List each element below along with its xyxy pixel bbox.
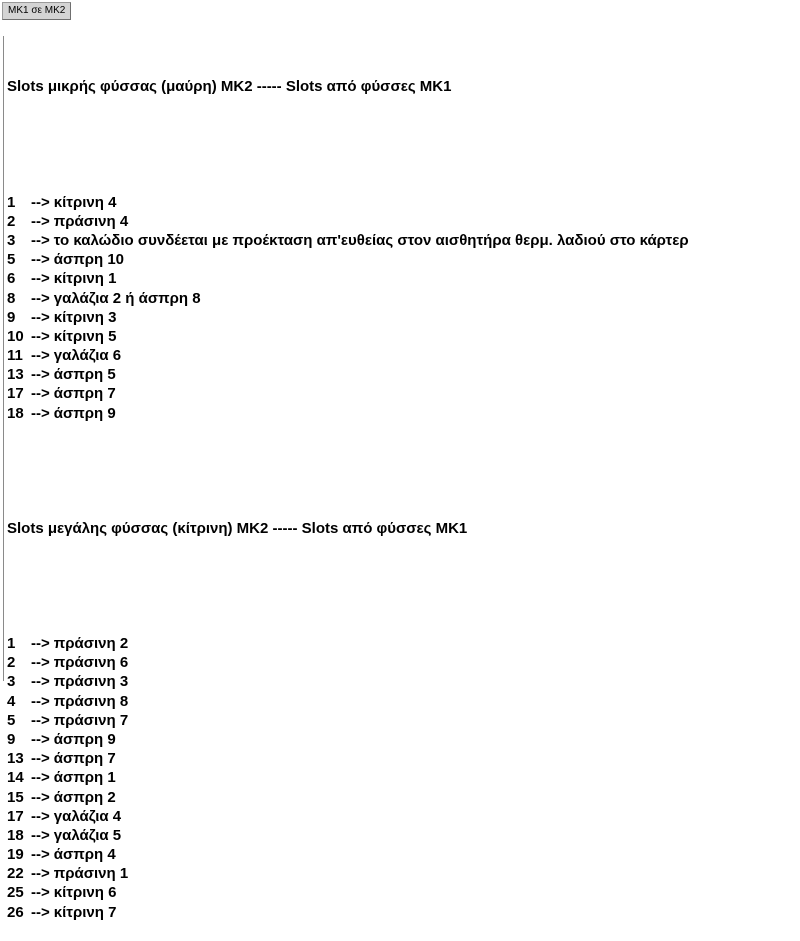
arrow-icon: --> bbox=[31, 865, 50, 883]
mk1-source-slot: πράσινη 2 bbox=[53, 635, 129, 653]
slot-number: 22 bbox=[7, 865, 24, 883]
arrow-icon: --> bbox=[31, 212, 50, 230]
slot-number: 17 bbox=[7, 385, 24, 403]
arrow-icon: --> bbox=[31, 730, 50, 748]
mk1-source-slot: άσπρη 4 bbox=[53, 846, 116, 864]
mk1-source-slot: κίτρινη 6 bbox=[53, 884, 117, 902]
mapping-row bbox=[7, 730, 689, 749]
mapping-row bbox=[7, 231, 689, 250]
slot-number: 13 bbox=[7, 750, 24, 768]
slot-number: 18 bbox=[7, 404, 24, 422]
mk1-source-slot: άσπρη 7 bbox=[53, 385, 116, 403]
arrow-icon: --> bbox=[31, 769, 50, 787]
mapping-row bbox=[7, 883, 689, 902]
arrow-icon: --> bbox=[31, 846, 50, 864]
document-body bbox=[7, 39, 689, 941]
slot-number: 9 bbox=[7, 308, 16, 326]
mapping-row bbox=[7, 864, 689, 883]
mapping-list-small-sheet bbox=[7, 193, 689, 423]
slot-number: 2 bbox=[7, 212, 16, 230]
arrow-icon: --> bbox=[31, 231, 50, 249]
mapping-row bbox=[7, 193, 689, 212]
mapping-row bbox=[7, 327, 689, 346]
mapping-row bbox=[7, 404, 689, 423]
mapping-row bbox=[7, 903, 689, 922]
section-heading-small-sheet: Slots μικρής φύσσας (μαύρη) MK2 ----- Slots από φύσσες MK1 bbox=[7, 78, 452, 96]
section-heading-large-sheet: Slots μεγάλης φύσσας (κίτρινη) MK2 ----- Slots από φύσσες MK1 bbox=[7, 519, 468, 537]
arrow-icon: --> bbox=[31, 788, 50, 806]
mk1-source-slot: γαλάζια 4 bbox=[53, 807, 122, 825]
arrow-icon: --> bbox=[31, 327, 50, 345]
mapping-row bbox=[7, 653, 689, 672]
arrow-icon: --> bbox=[31, 308, 50, 326]
arrow-icon: --> bbox=[31, 750, 50, 768]
mk1-source-slot: πράσινη 3 bbox=[53, 673, 129, 691]
mk1-source-slot: γαλάζια 5 bbox=[53, 826, 122, 844]
mapping-row bbox=[7, 807, 689, 826]
arrow-icon: --> bbox=[31, 826, 50, 844]
mk1-source-slot: κίτρινη 3 bbox=[53, 308, 117, 326]
mk1-source-slot: άσπρη 9 bbox=[53, 730, 116, 748]
slot-number: 2 bbox=[7, 654, 16, 672]
mapping-row bbox=[7, 711, 689, 730]
arrow-icon: --> bbox=[31, 673, 50, 691]
mapping-row bbox=[7, 384, 689, 403]
mk1-source-slot: κίτρινη 4 bbox=[53, 193, 117, 211]
arrow-icon: --> bbox=[31, 347, 50, 365]
mk1-source-slot: πράσινη 4 bbox=[53, 212, 129, 230]
mapping-row bbox=[7, 672, 689, 691]
arrow-icon: --> bbox=[31, 270, 50, 288]
slot-number: 5 bbox=[7, 711, 16, 729]
slot-number: 8 bbox=[7, 289, 16, 307]
arrow-icon: --> bbox=[31, 807, 50, 825]
slot-number: 5 bbox=[7, 251, 16, 269]
mapping-row bbox=[7, 289, 689, 308]
mk1-source-slot: πράσινη 8 bbox=[53, 692, 129, 710]
slot-number: 1 bbox=[7, 193, 16, 211]
mk1-source-slot: άσπρη 7 bbox=[53, 750, 116, 768]
slot-number: 6 bbox=[7, 270, 16, 288]
slot-number: 17 bbox=[7, 807, 24, 825]
mapping-row bbox=[7, 212, 689, 231]
arrow-icon: --> bbox=[31, 692, 50, 710]
arrow-icon: --> bbox=[31, 404, 50, 422]
arrow-icon: --> bbox=[31, 366, 50, 384]
mk1-source-slot: άσπρη 1 bbox=[53, 769, 116, 787]
arrow-icon: --> bbox=[31, 635, 50, 653]
slot-number: 9 bbox=[7, 730, 16, 748]
slot-number: 13 bbox=[7, 366, 24, 384]
arrow-icon: --> bbox=[31, 251, 50, 269]
mapping-list-large-sheet bbox=[7, 634, 689, 922]
arrow-icon: --> bbox=[31, 385, 50, 403]
mapping-row bbox=[7, 269, 689, 288]
mapping-row bbox=[7, 634, 689, 653]
slot-number: 1 bbox=[7, 635, 16, 653]
mk1-source-slot: άσπρη 9 bbox=[53, 404, 116, 422]
mk1-source-slot: άσπρη 10 bbox=[53, 251, 125, 269]
mk1-source-slot: πράσινη 7 bbox=[53, 711, 129, 729]
mapping-row bbox=[7, 365, 689, 384]
mapping-row bbox=[7, 346, 689, 365]
mapping-row bbox=[7, 749, 689, 768]
mk1-source-slot: κίτρινη 1 bbox=[53, 270, 117, 288]
mapping-row bbox=[7, 692, 689, 711]
mk1-source-slot: πράσινη 1 bbox=[53, 865, 129, 883]
slot-number: 14 bbox=[7, 769, 24, 787]
arrow-icon: --> bbox=[31, 193, 50, 211]
mapping-row bbox=[7, 250, 689, 269]
slot-number: 19 bbox=[7, 846, 24, 864]
slot-number: 11 bbox=[7, 347, 23, 365]
mk1-source-slot: κίτρινη 7 bbox=[53, 903, 117, 921]
arrow-icon: --> bbox=[31, 884, 50, 902]
slot-number: 18 bbox=[7, 826, 24, 844]
arrow-icon: --> bbox=[31, 289, 50, 307]
mk1-source-slot: γαλάζια 6 bbox=[53, 347, 122, 365]
mapping-row bbox=[7, 308, 689, 327]
mk1-source-slot: άσπρη 5 bbox=[53, 366, 116, 384]
slot-number: 4 bbox=[7, 692, 16, 710]
arrow-icon: --> bbox=[31, 711, 50, 729]
slot-number: 3 bbox=[7, 673, 16, 691]
mk1-source-slot: πράσινη 6 bbox=[53, 654, 129, 672]
mapping-row bbox=[7, 768, 689, 787]
mapping-row bbox=[7, 845, 689, 864]
slot-number: 15 bbox=[7, 788, 24, 806]
slot-number: 10 bbox=[7, 327, 24, 345]
text-cursor-rule bbox=[3, 36, 4, 681]
arrow-icon: --> bbox=[31, 654, 50, 672]
slot-number: 26 bbox=[7, 903, 24, 921]
mapping-row bbox=[7, 826, 689, 845]
slot-number: 25 bbox=[7, 884, 24, 902]
mapping-row bbox=[7, 788, 689, 807]
mk1-source-slot: κίτρινη 5 bbox=[53, 327, 117, 345]
arrow-icon: --> bbox=[31, 903, 50, 921]
mk1-source-slot: το καλώδιο συνδέεται με προέκταση απ'ευθείας στον αισθητήρα θερμ. λαδιού στο κάρτερ bbox=[53, 231, 689, 249]
mk1-source-slot: άσπρη 2 bbox=[53, 788, 116, 806]
document-title-tab[interactable]: MK1 σε MK2 bbox=[2, 2, 71, 20]
mk1-source-slot: γαλάζια 2 ή άσπρη 8 bbox=[53, 289, 201, 307]
slot-number: 3 bbox=[7, 231, 16, 249]
